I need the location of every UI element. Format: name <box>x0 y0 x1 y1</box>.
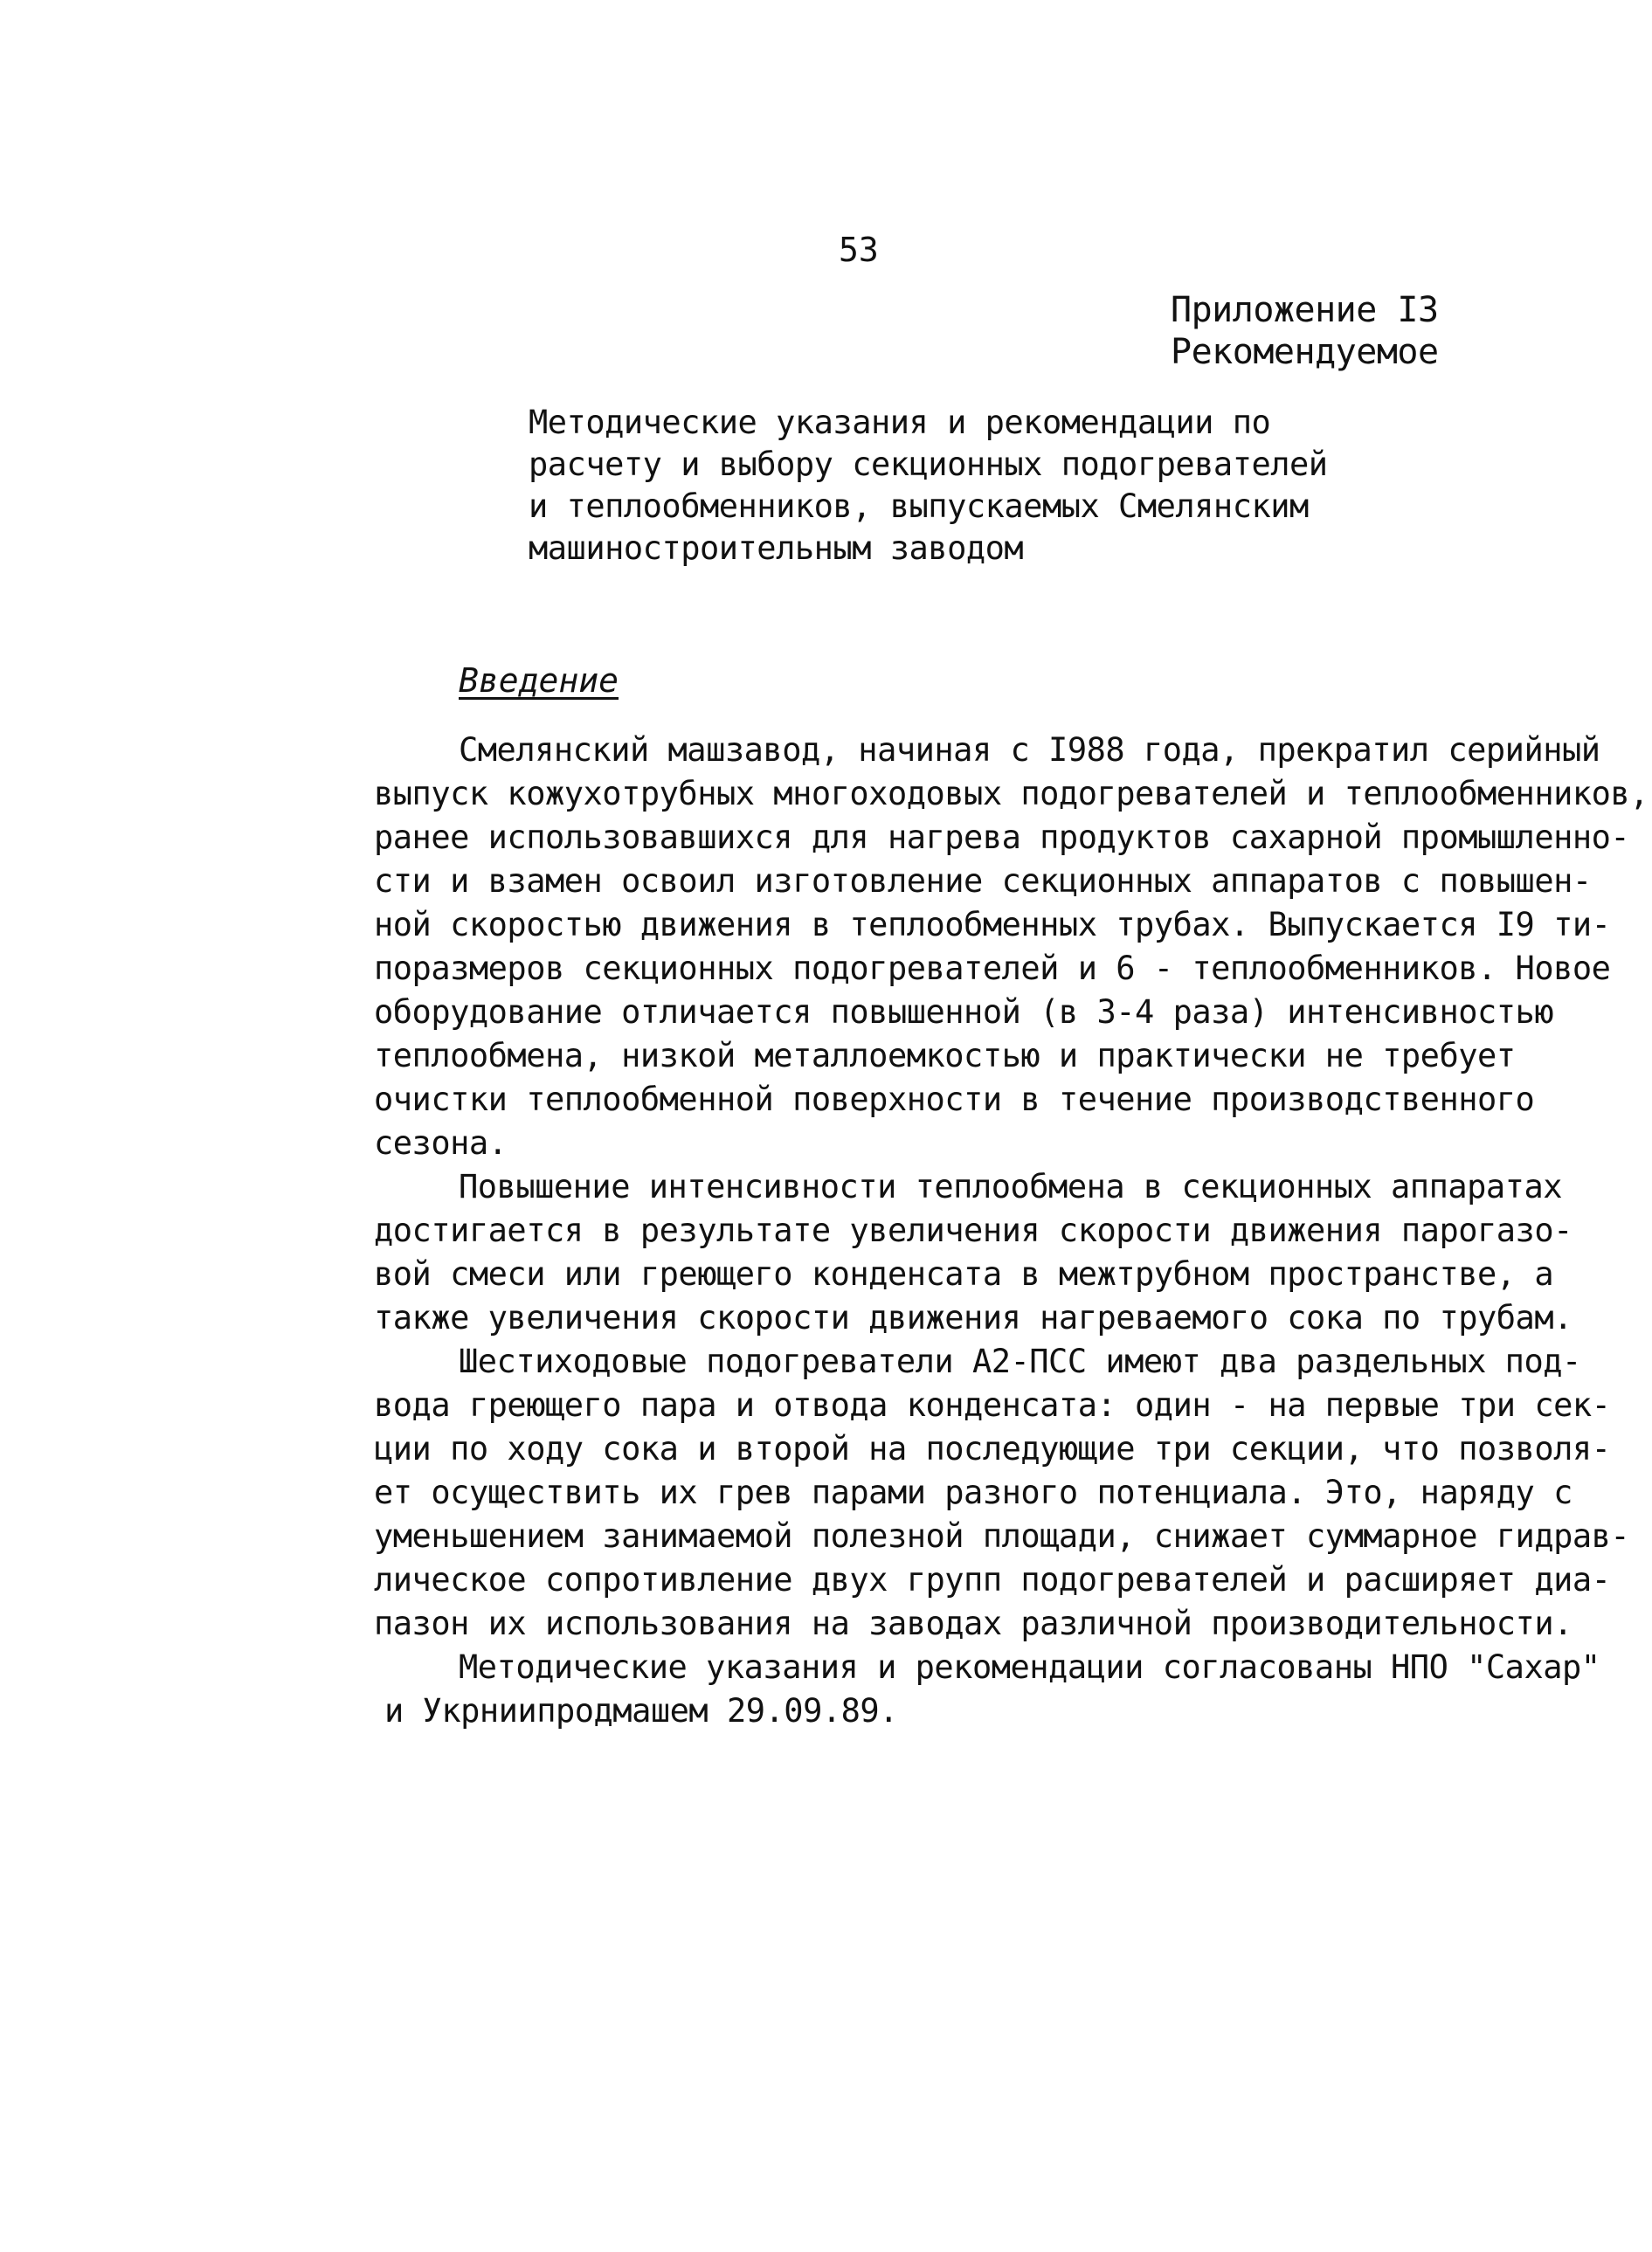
body-line: вой смеси или греющего конденсата в межтрубном пространстве, а <box>374 1255 1554 1293</box>
document-title-line: и теплообменников, выпускаемых Смелянским <box>529 487 1309 525</box>
body-line: сезона. <box>374 1124 508 1162</box>
body-line: теплообмена, низкой металлоемкостью и практически не требует <box>374 1037 1516 1074</box>
body-line: Повышение интенсивности теплообмена в секционных аппаратах <box>459 1168 1563 1205</box>
body-line: Шестиходовые подогреватели А2-ПСС имеют два раздельных под- <box>459 1343 1581 1380</box>
body-line: ной скоростью движения в теплообменных трубах. Выпускается I9 ти- <box>374 906 1611 943</box>
body-line: Смелянский машзавод, начиная с I988 года, прекратил серийный <box>459 731 1600 769</box>
body-line: оборудование отличается повышенной (в 3-4 раза) интенсивностью <box>374 993 1554 1031</box>
document-title-line: расчету и выбору секционных подогревателей <box>529 446 1328 483</box>
body-line: уменьшением занимаемой полезной площади, снижает суммарное гидрав- <box>374 1517 1630 1555</box>
body-line: пазон их использования на заводах различной производительности. <box>374 1605 1573 1642</box>
document-title-line: машиностроительным заводом <box>529 529 1024 567</box>
section-heading: Введение <box>459 661 619 700</box>
body-line: ет осуществить их грев парами разного потенциала. Это, наряду с <box>374 1474 1573 1511</box>
body-line: вода греющего пара и отвода конденсата: один - на первые три сек- <box>374 1386 1611 1424</box>
body-line: лическое сопротивление двух групп подогревателей и расширяет диа- <box>374 1561 1611 1599</box>
body-line: также увеличения скорости движения нагреваемого сока по трубам. <box>374 1299 1573 1337</box>
body-line: сти и взамен освоил изготовление секционных аппаратов с повышен- <box>374 862 1592 900</box>
appendix-title: Приложение I3 <box>1171 290 1439 330</box>
document-title-line: Методические указания и рекомендации по <box>529 404 1271 441</box>
body-line: достигается в результате увеличения скорости движения парогазо- <box>374 1212 1573 1249</box>
body-line: ранее использовавшихся для нагрева продуктов сахарной промышленно- <box>374 819 1630 856</box>
body-line: Методические указания и рекомендации согласованы НПО "Сахар" <box>459 1648 1600 1686</box>
body-line: поразмеров секционных подогревателей и 6 - теплообменников. Новое <box>374 950 1611 987</box>
body-line: выпуск кожухотрубных многоходовых подогревателей и теплообменников, <box>374 775 1649 812</box>
body-line: и Укрниипродмашем 29.09.89. <box>384 1692 898 1730</box>
appendix-status: Рекомендуемое <box>1171 332 1439 372</box>
page-number: 53 <box>839 231 879 269</box>
body-line: ции по ходу сока и второй на последующие три секции, что позволя- <box>374 1430 1611 1468</box>
body-line: очистки теплообменной поверхности в течение производственного <box>374 1081 1535 1118</box>
